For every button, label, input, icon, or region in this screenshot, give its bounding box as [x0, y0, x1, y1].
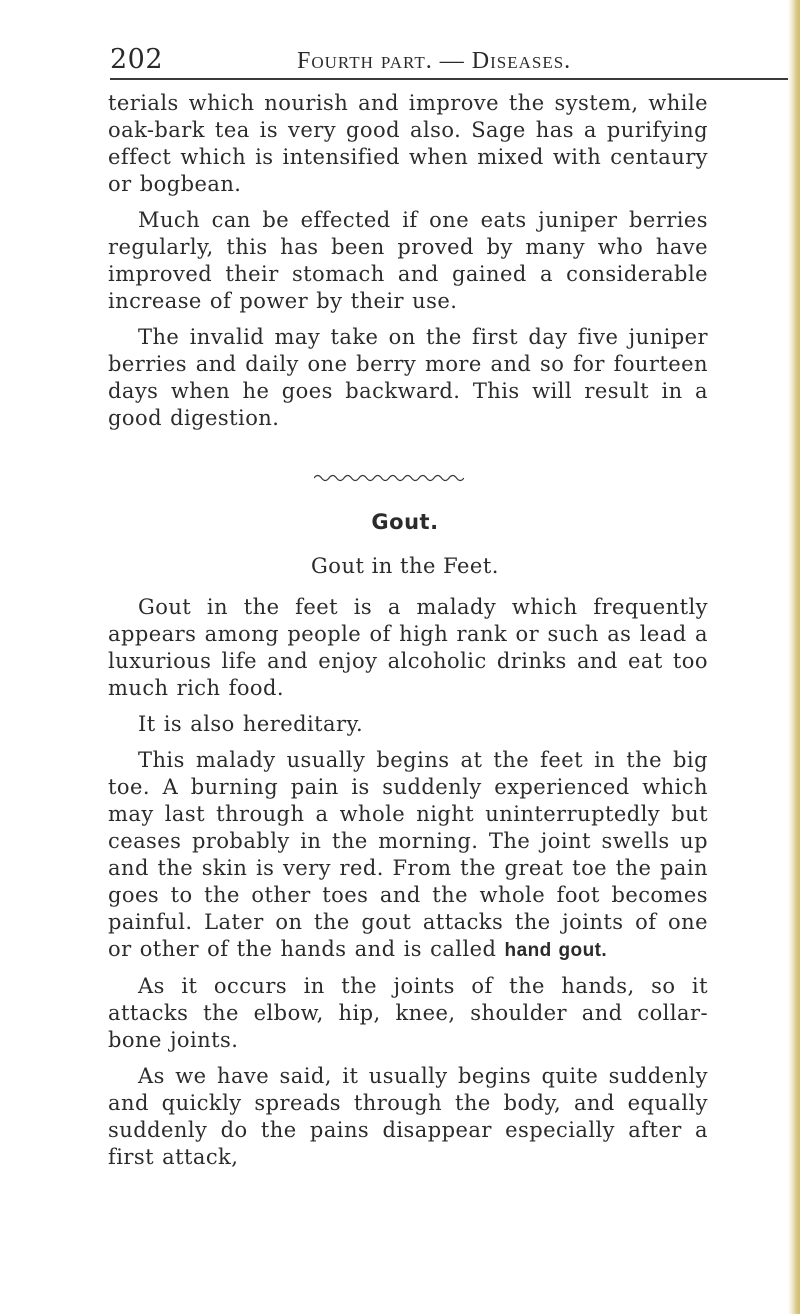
paragraph: Much can be effected if one eats juniper berries regularly, this has been proved by many who have improved their stomach and gained a considerable increase of power by their use.	[108, 208, 708, 313]
page-edge	[788, 0, 800, 1314]
running-head: Fourth part. — Diseases.	[297, 48, 572, 74]
page-number: 202	[110, 44, 164, 75]
body-text	[108, 90, 708, 1171]
paragraph: terials which nourish and improve the system, while oak-bark tea is very good also. Sage has a purifying effect which is intensified when mixed with centaury or bogbean.	[108, 91, 708, 196]
paragraph: Gout in the feet is a malady which frequently appears among people of high rank or such as lead a luxurious life and enjoy alcoholic drinks and eat too much rich food.	[108, 595, 708, 700]
paragraph-text: This malady usually begins at the feet in the big toe. A burning pain is suddenly experienced which may last through a whole night uninterruptedly but ceases probably in the morning. The joint swells up and the skin is very red. From the great toe the pain goes to the other toes and the whole foot becomes painful. Later on the gout attacks the joints of one or other of the hands and is called	[108, 748, 708, 961]
paragraph: As it occurs in the joints of the hands, so it attacks the elbow, hip, knee, shoulder and collar-bone joints.	[108, 974, 708, 1052]
header-rule	[110, 78, 788, 80]
subsection-title: Gout in the Feet.	[311, 554, 499, 578]
wavy-line-divider-icon	[314, 472, 464, 484]
section-title: Gout.	[371, 510, 439, 534]
bold-term: hand gout.	[504, 940, 608, 961]
paragraph-symptoms	[108, 747, 708, 964]
paragraph: As we have said, it usually begins quite suddenly and quickly spreads through the body, and equally suddenly do the pains disappear especially after a first attack,	[108, 1064, 708, 1169]
paragraph: The invalid may take on the first day five juniper berries and daily one berry more and so for fourteen days when he goes backward. This will result in a good digestion.	[108, 325, 708, 430]
paragraph: It is also hereditary.	[138, 712, 364, 736]
